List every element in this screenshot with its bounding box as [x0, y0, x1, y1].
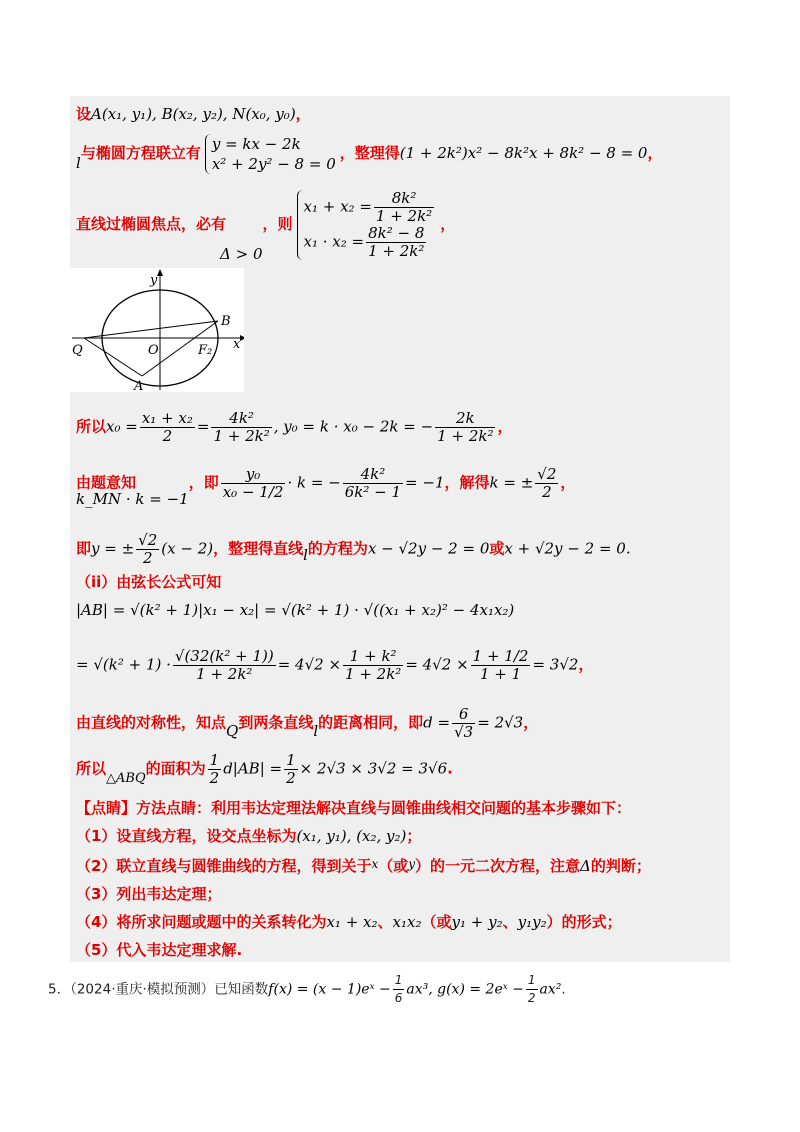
text: 与椭圆方程联立有	[80, 144, 201, 162]
numerator: y₀	[221, 466, 286, 484]
text: （1）设直线方程，设交点坐标为	[76, 827, 297, 845]
line-distance	[76, 706, 538, 741]
math: ax²	[539, 981, 562, 998]
math: (x − 2)	[161, 539, 214, 558]
numerator: √(32(k² + 1))	[174, 647, 274, 665]
text: ，	[647, 144, 663, 162]
problem-number: 5．	[48, 981, 71, 998]
comment-heading	[76, 798, 631, 818]
line-chord-calc	[76, 648, 593, 683]
text: ，即	[188, 473, 219, 492]
text: 即	[76, 539, 92, 558]
line-l-label: l	[313, 721, 319, 740]
fraction	[526, 972, 538, 1007]
numerator: 2k	[435, 410, 495, 428]
numerator: 1	[393, 972, 405, 990]
line-slope-condition	[76, 465, 576, 508]
fraction	[374, 190, 434, 225]
text: ，解得	[444, 473, 490, 492]
text: 到两条直线	[238, 713, 314, 732]
line-set-points	[76, 104, 311, 124]
denominator: 1 + 2k²	[437, 427, 494, 445]
text: 所以	[76, 417, 107, 436]
text: 或	[489, 539, 505, 558]
text: （4）将所求问题或题中的关系转化为	[76, 913, 327, 931]
math: = 4√2 ×	[405, 655, 469, 674]
text: 的距离相同，即	[318, 713, 424, 732]
math: f(x) = (x − 1)eˣ −	[268, 981, 391, 998]
text: 所以	[76, 759, 107, 778]
denominator: 2	[142, 549, 153, 567]
fraction	[173, 648, 276, 683]
equation: y = kx − 2k	[211, 135, 301, 153]
vieta-product	[304, 225, 437, 260]
math: (x₁, y₁), (x₂, y₂)	[296, 827, 407, 845]
line-chord-length	[76, 600, 514, 620]
text: ）的形式；	[546, 913, 622, 931]
denominator: 1 + 2k²	[213, 427, 270, 445]
step-4	[76, 912, 622, 932]
denominator: √3	[454, 723, 474, 741]
equation-system	[205, 134, 336, 174]
fraction	[343, 648, 403, 683]
text: 直线过椭圆焦点，必有	[76, 215, 227, 233]
math: |AB| = √(k² + 1)|x₁ − x₂| = √(k² + 1) · √((x₁ + x₂)² − 4x₁x₂)	[76, 601, 515, 619]
line-midpoint	[76, 410, 512, 445]
math: = √(k² + 1) ·	[76, 655, 171, 674]
math: = −1	[405, 473, 445, 492]
math: x − √2y − 2 = 0	[367, 539, 490, 558]
label-O: O	[148, 343, 159, 358]
math: =	[196, 417, 210, 436]
text: （ii）由弦长公式可知	[76, 573, 222, 591]
fraction	[284, 752, 298, 787]
line-vieta	[76, 189, 456, 263]
denominator: 2	[162, 427, 173, 445]
triangle-label: △ABQ	[106, 770, 146, 786]
text: 由直线的对称性，知点	[76, 713, 227, 732]
math: y = ±	[91, 539, 135, 558]
math: k_MN · k = −1	[76, 489, 189, 508]
line-area	[76, 752, 453, 787]
denominator: 1 + 2k²	[375, 207, 433, 225]
text: .	[447, 759, 453, 778]
fraction	[221, 466, 286, 501]
math: y	[408, 857, 416, 871]
fraction	[208, 752, 222, 787]
numerator: 1 + 1/2	[472, 647, 529, 665]
text: ，则	[262, 215, 293, 233]
text: （或	[421, 913, 452, 931]
problem-source: （2024·重庆·模拟预测）已知函数	[70, 981, 269, 998]
fraction	[366, 225, 426, 260]
y-axis-arrow	[157, 269, 163, 276]
math: x₁ · x₂ =	[303, 232, 365, 251]
math: x₁x₂	[392, 913, 422, 931]
math: d|AB| =	[223, 759, 283, 778]
numerator: 1	[526, 972, 538, 990]
text: （3）列出韦达定理；	[76, 885, 222, 903]
numerator: 1	[286, 751, 296, 769]
math: = 3√2	[532, 655, 579, 674]
numerator: 8k²	[374, 190, 434, 208]
fraction	[211, 410, 271, 445]
label-B: B	[221, 314, 231, 329]
text: 的判断；	[590, 857, 651, 875]
text: ，	[295, 105, 311, 123]
step-1	[76, 826, 421, 846]
numerator: 8k² − 8	[368, 224, 425, 242]
text: ，	[523, 713, 539, 732]
math: Δ	[580, 857, 591, 875]
math: x₁ + x₂ =	[303, 197, 372, 216]
math: x + √2y − 2 = 0.	[504, 539, 631, 558]
fraction	[393, 972, 405, 1007]
fraction	[343, 466, 403, 501]
math: y₁ + y₂	[451, 913, 503, 931]
numerator: 1	[209, 751, 220, 769]
text: ，	[497, 417, 513, 436]
math: y₁y₂	[517, 913, 547, 931]
step-3	[76, 884, 221, 904]
text: （或	[378, 857, 409, 875]
line-l-label: l	[76, 154, 81, 172]
text: ，	[440, 215, 456, 233]
text: 设	[76, 105, 92, 123]
denominator: 1 + 1	[479, 665, 522, 683]
comment-tag: 【点睛】	[76, 799, 137, 817]
numerator: 6	[452, 706, 475, 724]
text: ，整理得	[339, 144, 400, 162]
vieta-system	[297, 190, 437, 260]
numerator: 4k²	[211, 410, 271, 428]
line-l-label: l	[303, 545, 308, 564]
step-5	[76, 940, 242, 960]
numerator: 1 + k²	[343, 648, 403, 666]
label-A: A	[134, 379, 144, 392]
text: 的方程为	[307, 539, 368, 558]
math: = 4√2 ×	[277, 655, 342, 674]
text: 、	[502, 913, 518, 931]
x-axis-arrow	[240, 335, 244, 341]
ellipse-figure	[70, 268, 244, 392]
text: ）的一元二次方程，注意	[415, 857, 581, 875]
line-chord-length-title	[76, 572, 221, 592]
point-Q: Q	[226, 721, 239, 740]
denominator: x₀ − 1/2	[222, 483, 284, 501]
numerator: x₁ + x₂	[141, 409, 193, 427]
denominator: 6k² − 1	[344, 483, 402, 501]
text: ，	[578, 655, 594, 674]
label-F2: F₂	[198, 343, 213, 358]
fraction	[140, 410, 195, 445]
denominator: 2	[209, 769, 220, 787]
denominator: 1 + 2k²	[368, 242, 425, 260]
denominator: 6	[394, 991, 403, 1005]
math: k = ±	[489, 473, 534, 492]
numerator: √2	[537, 465, 557, 483]
denominator: 2	[286, 769, 296, 787]
fraction	[136, 532, 159, 567]
denominator: 2	[527, 991, 536, 1005]
math: ax³, g(x) = 2eˣ −	[406, 981, 524, 998]
text: 的面积为	[145, 759, 206, 778]
step-2	[76, 856, 651, 877]
label-Q: Q	[72, 343, 83, 358]
line-system	[76, 134, 663, 174]
math: · k = −	[287, 473, 341, 492]
text: 、	[377, 913, 393, 931]
numerator: 4k²	[343, 466, 403, 484]
line-equation-l	[76, 532, 631, 567]
text: （2）联立直线与圆锥曲线的方程，得到关于	[76, 857, 372, 875]
numerator: √2	[138, 531, 158, 549]
math: × 2√3 × 3√2 = 3√6	[299, 759, 448, 778]
math: x	[371, 857, 379, 871]
fraction	[471, 648, 531, 683]
text: （5）代入韦达定理求解.	[76, 941, 243, 959]
fraction	[452, 706, 475, 741]
problem-5	[48, 972, 566, 1007]
fraction	[435, 410, 495, 445]
text: ，	[560, 473, 576, 492]
math: x₁ + x₂	[326, 913, 378, 931]
vieta-sum	[304, 190, 437, 225]
math: d =	[423, 713, 451, 732]
text: ；	[406, 827, 422, 845]
math: (1 + 2k²)x² − 8k²x + 8k² − 8 = 0	[399, 144, 648, 162]
math: x₀ =	[106, 417, 138, 436]
denominator: 2	[542, 483, 552, 501]
denominator: 1 + 2k²	[196, 665, 253, 683]
text: 由题意知	[76, 473, 137, 492]
label-y: y	[150, 273, 158, 288]
math: A(x₁, y₁), B(x₂, y₂), N(x₀, y₀)	[91, 105, 296, 123]
equation: x² + 2y² − 8 = 0	[211, 155, 336, 173]
label-x: x	[233, 337, 241, 352]
denominator: 1 + 2k²	[345, 665, 402, 683]
ellipse-diagram	[70, 268, 244, 392]
text: .	[561, 981, 566, 998]
math: , y₀ = k · x₀ − 2k = −	[273, 417, 434, 436]
fraction	[535, 466, 558, 501]
comment-text: 方法点睛：利用韦达定理法解决直线与圆锥曲线相交问题的基本步骤如下：	[136, 799, 632, 817]
delta-condition: Δ > 0	[220, 245, 263, 263]
text: ，整理得直线	[213, 539, 304, 558]
line-QA	[84, 338, 142, 376]
math: = 2√3	[477, 713, 524, 732]
